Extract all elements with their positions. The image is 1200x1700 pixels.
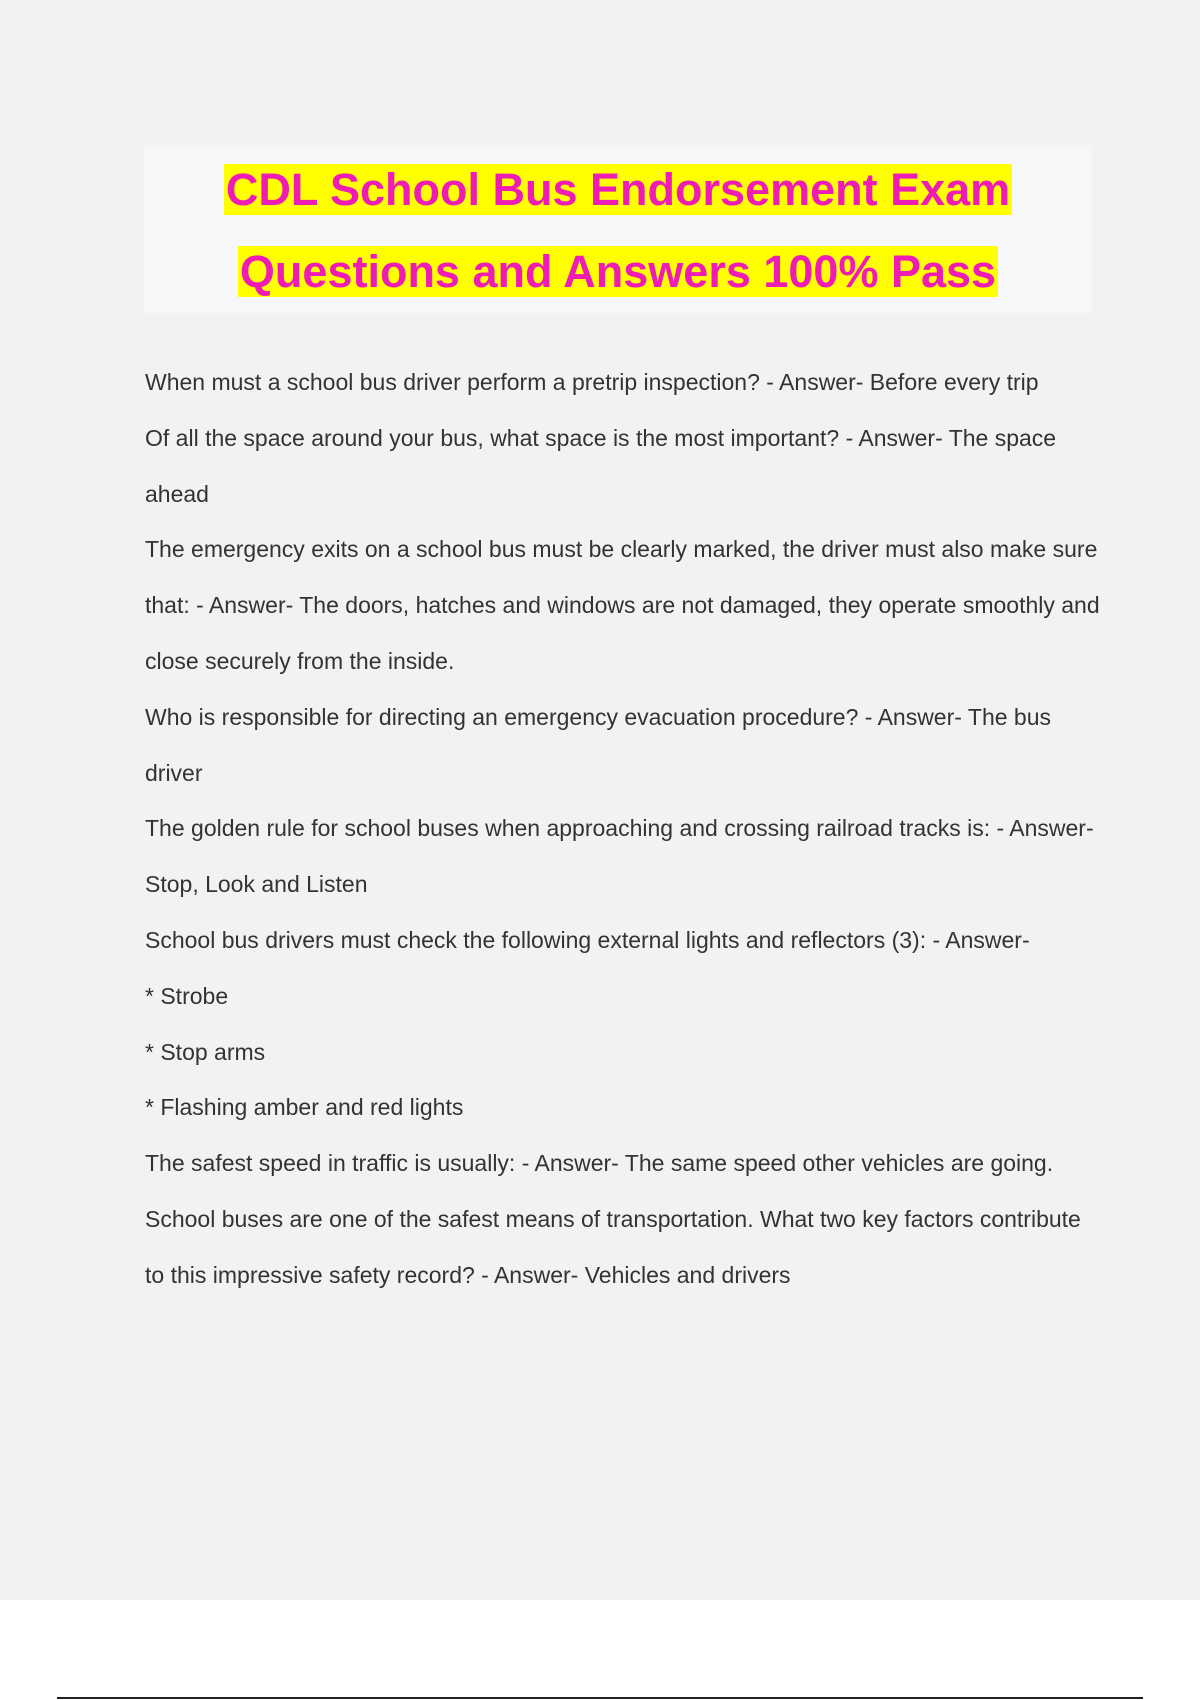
- qa-item: When must a school bus driver perform a pretrip inspection? - Answer- Before every trip: [145, 369, 1039, 395]
- title-block: [144, 145, 1092, 313]
- qa-item: The emergency exits on a school bus must be clearly marked, the driver must also make sure that: - Answer- The doors, hatches and windows are not damaged, they operate smoothly and close securely from the inside.: [145, 536, 1100, 674]
- qa-item: Who is responsible for directing an emergency evacuation procedure? - Answer- The bus driver: [145, 703, 1051, 786]
- title-highlight-2: Questions and Answers 100% Pass: [239, 246, 997, 297]
- qa-item: The golden rule for school buses when approaching and crossing railroad tracks is: - Answer- Stop, Look and Listen: [145, 815, 1094, 898]
- qa-list: [145, 355, 1105, 1304]
- qa-item: The safest speed in traffic is usually: - Answer- The same speed other vehicles are going.: [145, 1150, 1054, 1177]
- qa-bullet: * Stop arms: [145, 1038, 266, 1065]
- qa-item: School bus drivers must check the following external lights and reflectors (3): - Answer-: [145, 926, 1030, 953]
- document-title-line-2: [144, 231, 1092, 313]
- title-highlight-1: CDL School Bus Endorsement Exam: [225, 164, 1011, 215]
- qa-item: School buses are one of the safest means of transportation. What two key factors contribute to this impressive safety record? - Answer- Vehicles and drivers: [145, 1205, 1081, 1288]
- document-title-line-1: [144, 149, 1092, 231]
- qa-bullet: * Flashing amber and red lights: [145, 1094, 464, 1121]
- footer-divider: [57, 1697, 1143, 1699]
- qa-bullet: * Strobe: [145, 982, 229, 1009]
- qa-item: Of all the space around your bus, what space is the most important? - Answer- The space ahead: [145, 424, 1057, 507]
